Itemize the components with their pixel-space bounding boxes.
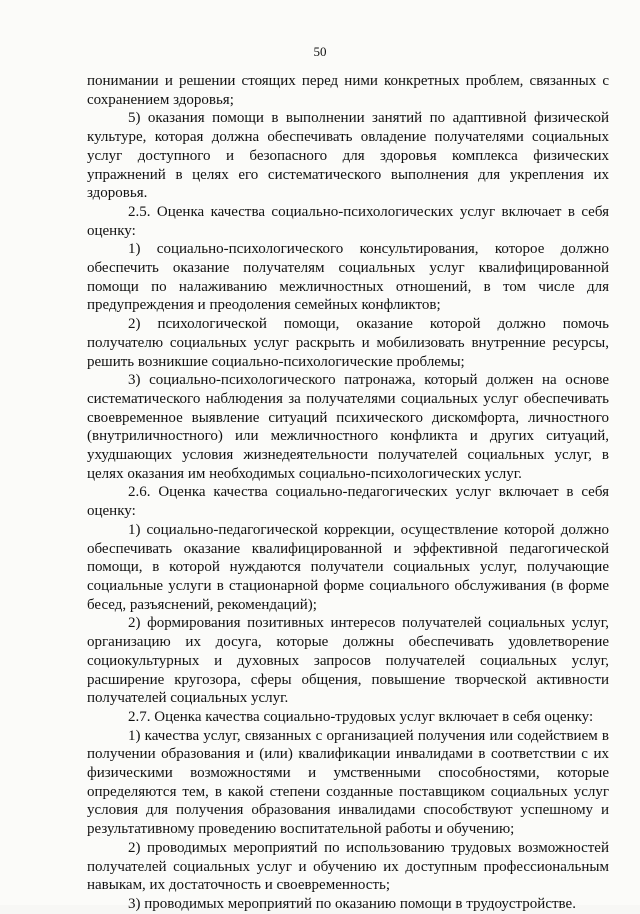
paragraph: 1) качества услуг, связанных с организацией получения или содействием в получении образования и (или) квалификации инвалидами в соответствии с их физическими возможностями и умственными способностями, которые определяются тем, в какой степени созданные поставщиком социальных услуг условия для получения образования инвалидами способствуют успешному и результативному проведению воспитательной работы и обучению; [87,727,609,838]
paragraph: понимании и решении стоящих перед ними конкретных проблем, связанных с сохранением здоровья; [87,73,609,108]
page-number: 50 [313,44,327,59]
document-body [87,72,609,914]
paragraph: 5) оказания помощи в выполнении занятий по адаптивной физической культуре, которая должна обеспечивать овладение получателями социальных услуг доступного и безопасного для здоровья комплекса физических упражнений в целях его систематического выполнения для укрепления их здоровья. [87,110,609,202]
paragraph: 2.5. Оценка качества социально-психологических услуг включает в себя оценку: [87,203,609,239]
paragraph: 2) формирования позитивных интересов получателей социальных услуг, организацию их досуга, которые должны обеспечивать удовлетворение социокультурных и духовных запросов получателей социальных услуг, расширение кругозора, сферы общения, повышение творческой активности получателей социальных услуг. [87,615,609,707]
paragraph: 2) психологической помощи, оказание которой должно помочь получателю социальных услуг раскрыть и мобилизовать внутренние ресурсы, решить возникшие социально-психологические проблемы; [87,316,609,370]
paragraph: 3) социально-психологического патронажа, который должен на основе систематического наблюдения за получателями социальных услуг обеспечивать своевременное выявление ситуаций психического дискомфорта, личностного (внутриличностного) или межличностного конфликта и других ситуаций, ухудшающих условия жизнедеятельности получателей социальных услуг, в целях оказания им необходимых социально-психологических услуг. [87,372,609,482]
paragraph: 2.7. Оценка качества социально-трудовых услуг включает в себя оценку: [128,708,594,725]
paragraph: 3) проводимых мероприятий по оказанию помощи в трудоустройстве. [128,895,576,912]
paragraph: 1) социально-психологического консультирования, которое должно обеспечить оказание получателям социальных услуг квалифицированной помощи по налаживанию межличностных отношений, в том числе для предупреждения и преодоления семейных конфликтов; [87,241,609,314]
paragraph: 2) проводимых мероприятий по использованию трудовых возможностей получателей социальных услуг и обучению их доступным профессиональным навыкам, их достаточность и своевременность; [87,839,609,894]
paragraph: 2.6. Оценка качества социально-педагогических услуг включает в себя оценку: [87,484,609,520]
paragraph: 1) социально-педагогической коррекции, осуществление которой должно обеспечивать оказание квалифицированной и эффективной педагогической помощи, в которой нуждаются получатели социальных услуг, получающие социальные услуги в стационарной форме социального обслуживания (в форме бесед, разъяснений, рекомендаций); [87,521,609,613]
